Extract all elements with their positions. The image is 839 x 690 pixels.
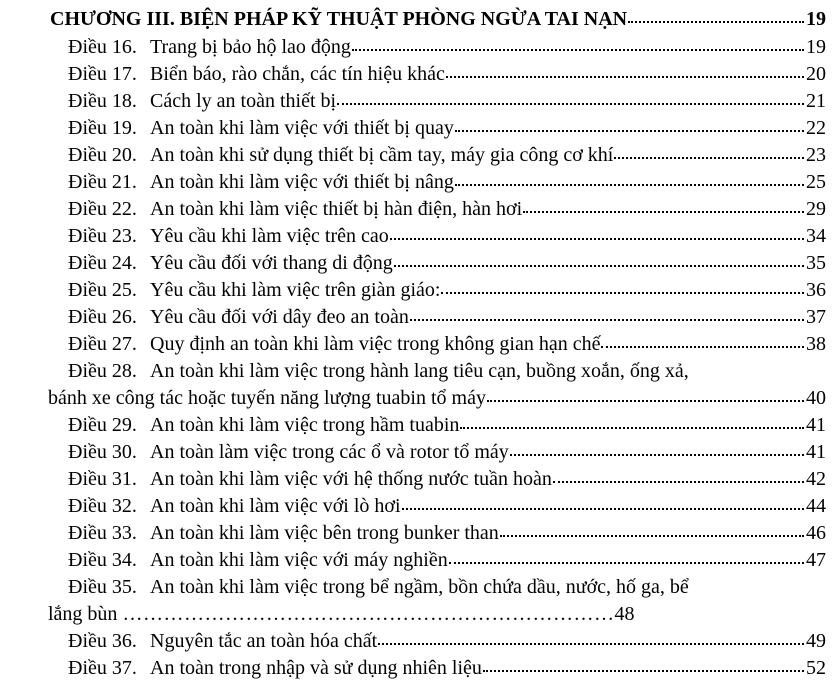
toc-entry-multiline-first[interactable] bbox=[68, 574, 689, 600]
toc-entry[interactable] bbox=[68, 223, 826, 249]
dot-leader bbox=[460, 426, 804, 429]
entry-title: Cách ly an toàn thiết bị bbox=[150, 90, 337, 112]
entry-title: An toàn khi làm việc với máy nghiền bbox=[150, 549, 448, 571]
toc-entry[interactable] bbox=[68, 88, 826, 114]
article-label: Điều 32. bbox=[68, 495, 137, 517]
toc-entry[interactable] bbox=[68, 115, 826, 141]
entry-title: An toàn khi làm việc với lò hơi bbox=[150, 495, 401, 517]
article-label: Điều 26. bbox=[68, 306, 137, 328]
page-number: 46 bbox=[806, 522, 826, 544]
toc-entry[interactable] bbox=[68, 412, 826, 438]
toc-entry[interactable] bbox=[68, 34, 826, 60]
article-label: Điều 24. bbox=[68, 252, 137, 274]
page-number: 19 bbox=[806, 8, 826, 30]
entry-title: Yêu cầu đối với dây đeo an toàn bbox=[150, 306, 409, 328]
dot-leader bbox=[446, 75, 804, 78]
article-label: Điều 20. bbox=[68, 144, 137, 166]
entry-title-line2: bánh xe công tác hoặc tuyến năng lượng tuabin tổ máy bbox=[48, 387, 486, 409]
entry-title-line2: lắng bùn bbox=[48, 603, 118, 625]
entry-title: Quy định an toàn khi làm việc trong không gian hạn chế bbox=[150, 333, 601, 355]
entry-title: An toàn khi sử dụng thiết bị cầm tay, máy gia công cơ khí bbox=[150, 144, 614, 166]
dot-leader bbox=[352, 48, 804, 51]
page-number: 23 bbox=[806, 144, 826, 166]
page-number: 19 bbox=[806, 36, 826, 58]
page-number: 42 bbox=[806, 468, 826, 490]
dot-leader bbox=[628, 20, 804, 23]
page-number: 36 bbox=[806, 279, 826, 301]
dot-leader bbox=[402, 507, 804, 510]
toc-entry[interactable] bbox=[68, 61, 826, 87]
entry-title-line1: An toàn khi làm việc trong bể ngầm, bồn chứa dầu, nước, hố ga, bể bbox=[150, 576, 689, 598]
page-number: 48 bbox=[614, 603, 635, 625]
dot-leader bbox=[390, 237, 804, 240]
article-label: Điều 18. bbox=[68, 90, 137, 112]
dot-leader bbox=[523, 210, 804, 213]
article-label: Điều 22. bbox=[68, 198, 137, 220]
entry-title: Yêu cầu đối với thang di động bbox=[150, 252, 393, 274]
dot-leader bbox=[449, 561, 804, 564]
toc-entry[interactable] bbox=[68, 493, 826, 519]
page-number: 35 bbox=[806, 252, 826, 274]
article-label: Điều 17. bbox=[68, 63, 137, 85]
dot-leader bbox=[601, 345, 804, 348]
entry-title: Yêu cầu khi làm việc trên cao bbox=[150, 225, 389, 247]
toc-entry[interactable] bbox=[68, 466, 826, 492]
entry-title: Trang bị bảo hộ lao động bbox=[150, 36, 351, 58]
page-number: 21 bbox=[806, 90, 826, 112]
article-label: Điều 16. bbox=[68, 36, 137, 58]
dot-leader bbox=[410, 318, 804, 321]
dot-leader bbox=[378, 642, 804, 645]
article-label: Điều 37. bbox=[68, 657, 137, 679]
article-label: Điều 29. bbox=[68, 414, 137, 436]
page-number: 38 bbox=[806, 333, 826, 355]
page-number: 34 bbox=[806, 225, 826, 247]
dot-leader bbox=[483, 669, 804, 672]
toc-entry[interactable] bbox=[68, 520, 826, 546]
article-label: Điều 31. bbox=[68, 468, 137, 490]
article-label: Điều 19. bbox=[68, 117, 137, 139]
dot-leader bbox=[455, 183, 804, 186]
entry-title: An toàn khi làm việc trong hầm tuabin bbox=[150, 414, 460, 436]
page-number: 49 bbox=[806, 630, 826, 652]
toc-entry-multiline-second[interactable] bbox=[48, 385, 826, 411]
page-number: 52 bbox=[806, 657, 826, 679]
article-label: Điều 36. bbox=[68, 630, 137, 652]
toc-entry[interactable] bbox=[68, 628, 826, 654]
dot-leader bbox=[500, 534, 804, 537]
page-number: 40 bbox=[806, 387, 826, 409]
dot-leader bbox=[553, 480, 804, 483]
page-number: 44 bbox=[806, 495, 826, 517]
dot-leader bbox=[337, 102, 804, 105]
entry-title: An toàn khi làm việc với hệ thống nước tuần hoàn bbox=[150, 468, 552, 490]
toc-entry-multiline-first[interactable] bbox=[68, 358, 689, 384]
toc-entry[interactable] bbox=[68, 439, 826, 465]
entry-title: An toàn khi làm việc bên trong bunker than bbox=[150, 522, 499, 544]
entry-title: An toàn khi làm việc thiết bị hàn điện, hàn hơi bbox=[150, 198, 523, 220]
article-label: Điều 28. bbox=[68, 360, 137, 382]
page-number: 25 bbox=[806, 171, 826, 193]
article-label: Điều 34. bbox=[68, 549, 137, 571]
dot-leader-text: ……………………………………………………………… bbox=[122, 603, 615, 625]
page-number: 20 bbox=[806, 63, 826, 85]
page-number: 37 bbox=[806, 306, 826, 328]
entry-title: An toàn trong nhập và sử dụng nhiên liệu bbox=[150, 657, 482, 679]
article-label: Điều 30. bbox=[68, 441, 137, 463]
toc-entry[interactable] bbox=[68, 250, 826, 276]
dot-leader bbox=[394, 264, 804, 267]
entry-title: Biển báo, rào chắn, các tín hiệu khác bbox=[150, 63, 445, 85]
dot-leader bbox=[510, 453, 804, 456]
dot-leader bbox=[487, 399, 804, 402]
dot-leader bbox=[441, 291, 804, 294]
toc-entry[interactable] bbox=[68, 196, 826, 222]
article-label: Điều 23. bbox=[68, 225, 137, 247]
entry-title-line1: An toàn khi làm việc trong hành lang tiêu cạn, buồng xoắn, ống xả, bbox=[150, 360, 689, 382]
page-number: 41 bbox=[806, 414, 826, 436]
page-number: 47 bbox=[806, 549, 826, 571]
toc-entry[interactable] bbox=[68, 331, 826, 357]
entry-title: Yêu cầu khi làm việc trên giàn giáo: bbox=[150, 279, 441, 301]
page-number: 22 bbox=[806, 117, 826, 139]
entry-title: An toàn khi làm việc với thiết bị nâng bbox=[150, 171, 454, 193]
toc-entry-multiline-second[interactable] bbox=[48, 601, 634, 627]
entry-title: An toàn khi làm việc với thiết bị quay bbox=[150, 117, 454, 139]
article-label: Điều 25. bbox=[68, 279, 137, 301]
toc-entry[interactable] bbox=[68, 304, 826, 330]
entry-title: Nguyên tắc an toàn hóa chất bbox=[150, 630, 378, 652]
chapter-heading[interactable] bbox=[50, 6, 826, 32]
page-number: 29 bbox=[806, 198, 826, 220]
article-label: Điều 33. bbox=[68, 522, 137, 544]
toc-entry[interactable] bbox=[68, 547, 826, 573]
page-number: 41 bbox=[806, 441, 826, 463]
toc-entry[interactable] bbox=[68, 277, 826, 303]
dot-leader bbox=[455, 129, 804, 132]
toc-entry[interactable] bbox=[68, 169, 826, 195]
dot-leader bbox=[614, 156, 804, 159]
article-label: Điều 35. bbox=[68, 576, 137, 598]
chapter-title: CHƯƠNG III. BIỆN PHÁP KỸ THUẬT PHÒNG NGỪA TAI NẠN bbox=[50, 8, 628, 30]
toc-entry[interactable] bbox=[68, 655, 826, 681]
toc-entry[interactable] bbox=[68, 142, 826, 168]
entry-title: An toàn làm việc trong các ổ và rotor tổ máy bbox=[150, 441, 509, 463]
article-label: Điều 27. bbox=[68, 333, 137, 355]
article-label: Điều 21. bbox=[68, 171, 137, 193]
